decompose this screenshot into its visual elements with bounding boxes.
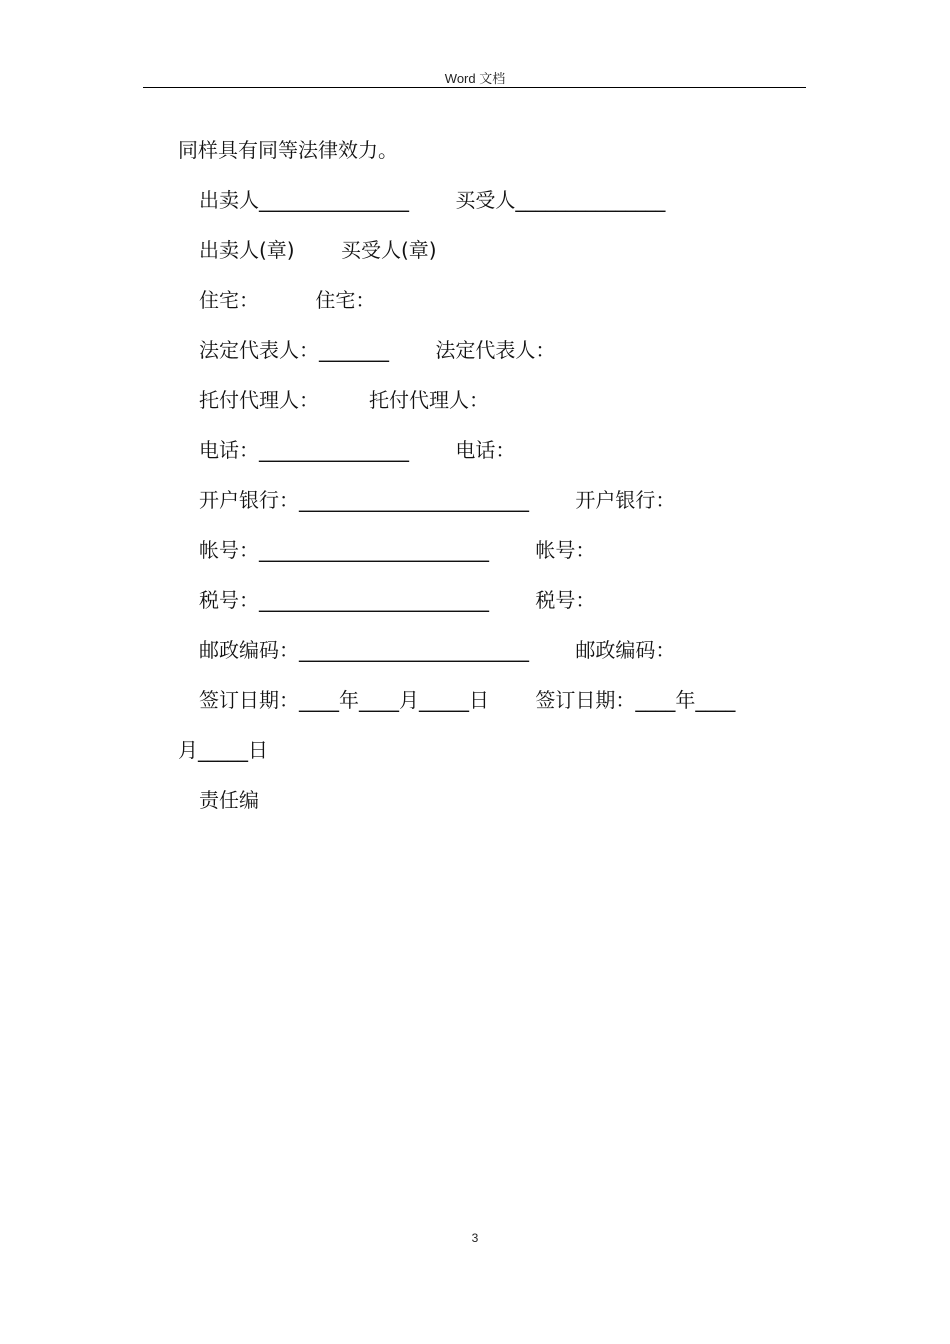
text-line-account: 帐号：_______________________ 帐号： [199,538,596,562]
text-line-1: 同样具有同等法律效力。 [178,138,398,162]
page-header-title: Word 文档 [444,71,506,86]
text-line-residence: 住宅： 住宅： [199,288,376,312]
text-line-seal: 出卖人(章) 买受人(章) [199,238,437,262]
text-line-sign-date: 签订日期：____年____月_____日 签订日期：____年____ [199,688,736,712]
page-number: 3 [471,1231,479,1245]
text-line-sign-date-cont: 月_____日 [178,738,268,762]
header-divider [143,87,806,88]
text-line-seller-buyer: 出卖人_______________ 买受人_______________ [199,188,666,212]
text-line-editor: 责任编 [199,788,259,812]
text-line-postcode: 邮政编码：_______________________ 邮政编码： [199,638,676,662]
text-line-tax: 税号：_______________________ 税号： [199,588,596,612]
text-line-legal-rep: 法定代表人：_______ 法定代表人： [199,338,556,362]
text-line-phone: 电话：_______________ 电话： [199,438,516,462]
text-line-bank: 开户银行：_______________________ 开户银行： [199,488,676,512]
text-line-agent: 托付代理人： 托付代理人： [199,388,489,412]
